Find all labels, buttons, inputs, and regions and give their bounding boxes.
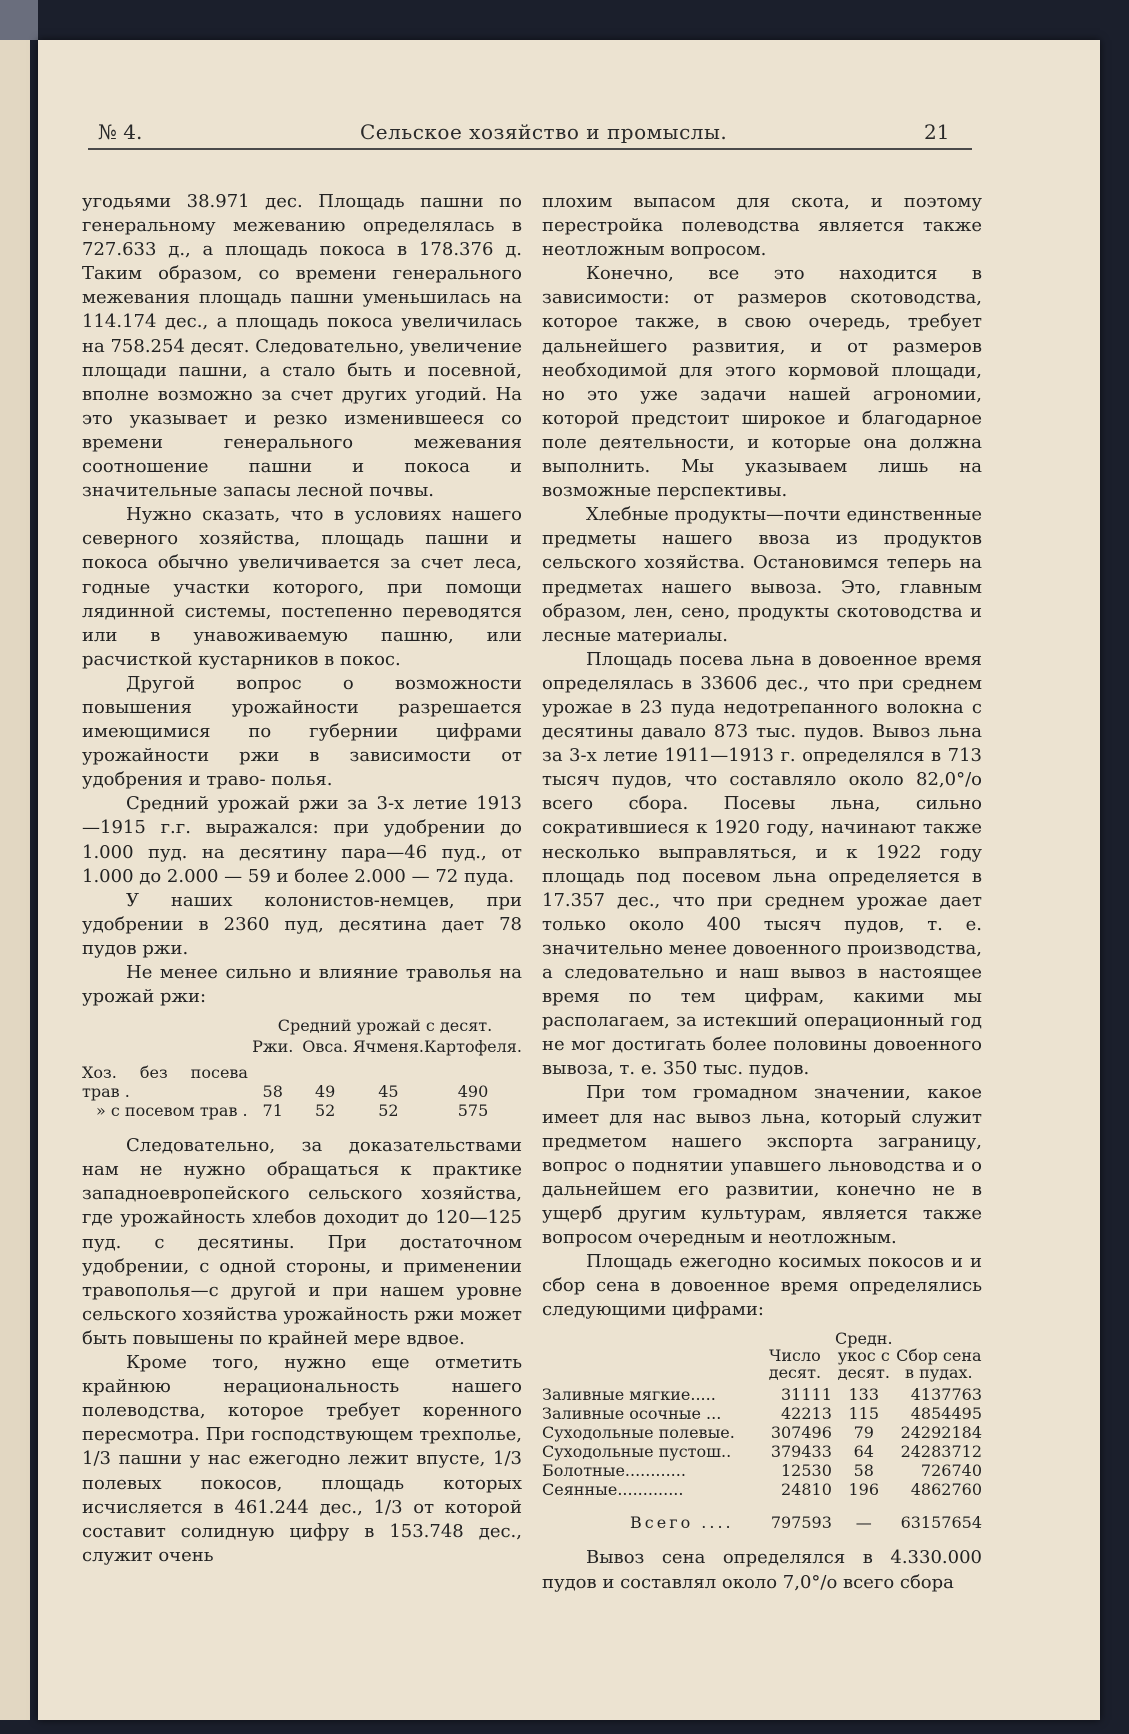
paragraph: Кроме того, нужно еще отметить крайнюю нерациональность нашего полеводства, которое требует коренного пересмотра. При господствующем трехполье, 1/3 пашни у нас ежегодно лежит впусте, 1/3 полевых покосов, площадь которых исчисляется в 461.244 дес., 1/3 от которой составит солидную цифру в 153.748 дес., служит очень [82,1352,522,1566]
cell: 115 [848,1404,880,1424]
right-column [542,190,982,1595]
table-row [82,1055,522,1101]
hay-table [542,1330,982,1532]
row-label: Заливные мягкие..... [542,1385,716,1405]
cell: 52 [378,1101,399,1121]
cell: 4862760 [910,1480,982,1500]
column-header: Сбор сена в пудах. [896,1346,982,1383]
table-caption: Средний урожай с десят. [277,1016,493,1036]
cell: 42213 [780,1404,832,1424]
cell: — [855,1513,872,1533]
rye-yield-table [82,1017,522,1120]
table-row [542,1381,982,1404]
cell: 52 [314,1101,336,1121]
cell: 575 [457,1101,489,1121]
paragraph: Вывоз сена определялся в 4.330.000 пудов и составлял около 7,0°/о всего сбора [542,1547,982,1593]
column-header: Средн. укос с десят. [834,1329,893,1383]
cell: 24283712 [900,1442,982,1462]
cell: 4137763 [910,1385,982,1405]
cell: 24292184 [900,1423,982,1443]
paragraph: Площадь посева льна в довоенное время определялась в 33606 дес., что при среднем урожае в 23 пуда недотрепанного волокна с десятины давало 873 тыс. пудов. Вывоз льна за 3-х летие 1911—1913 г. определялся в 713 тысяч пудов, что составляло около 82,0°/о всего сбора. Посевы льна, сильно сократившиеся к 1920 году, начинают также несколько выправляться, и к 1922 году площадь под посевом льна определяется в 17.357 дес., что при среднем урожае дает только около 400 тысяч пудов, т. е. значительно менее довоенного производства, а следовательно и наш вывоз в настоящее время по тем цифрам, какими мы располагаем, за истекший операционный год не мог достигать более половины довоенного вывоза, т. е. 350 тыс. пудов. [542,648,982,1080]
cell: 24810 [780,1480,832,1500]
column-header: Овса. [302,1037,348,1057]
paragraph: Нужно сказать, что в условиях нашего северного хозяйства, площадь пашни и покоса обычно увеличивается за счет леса, годные участки которого, при помощи лядинной системы, постепенно переводятся или в унавоживаемую пашню, или расчисткой кустарников в покос. [82,504,522,670]
cell: 45 [378,1082,399,1102]
paragraph: Конечно, все это находится в зависимости: от размеров скотоводства, которое также, в свою очередь, требует дальнейшего развития, и от размеров необходимой для этого кормовой площади, но это уже задачи нашей агрономии, которой предстоит широкое и благодарное поле деятельности, и которые она должна выполнить. Мы указываем лишь на возможные перспективы. [542,263,982,502]
paragraph: угодьями 38.971 дес. Площадь пашни по генеральному межеванию определялась в 727.633 д., а площадь покоса в 178.376 д. Таким образом, со времени генерального межевания площадь пашни уменьшилась на 114.174 дес., а площадь покоса увеличилась на 758.254 десят. Следовательно, увеличение площади пашни, а стало быть и посевной, вполне возможно за счет других угодий. На это указывает и резко изменившееся со времени генерального межевания соотношение пашни и покоса и значительные запасы лесной почвы. [82,191,522,502]
table-row [82,1101,522,1120]
row-label: Хоз. без посева трав . [82,1063,248,1102]
cell: 71 [262,1101,283,1121]
cell: 12530 [780,1461,832,1481]
cell: 31111 [780,1385,832,1405]
paragraph: Средний урожай ржи за 3-х летие 1913—1915 г.г. выражался: при удобрении до 1.000 пуд. на десятину пара—46 пуд., от 1.000 до 2.000 — 59 и более 2.000 — 72 пуда. [82,793,522,887]
table-total-row [542,1499,982,1532]
cell: 79 [853,1423,874,1443]
cell: 64 [853,1442,874,1462]
column-header: Картофеля. [424,1037,522,1057]
paragraph: Следовательно, за доказательствами нам не нужно обращаться к практике западноевропейского сельского хозяйства, где урожайность хлебов доходит до 120—125 пуд. с десятины. При достаточном удобрении, с одной стороны, и применении травополья—с другой и при нашем уровне сельского хозяйства урожайность ржи может быть повышены по крайней мере вдвое. [82,1135,522,1349]
cell: 797593 [770,1513,832,1533]
paragraph: Не менее сильно и влияние траволья на урожай ржи: [82,962,522,1008]
paragraph: У наших колонистов-немцев, при удобрении в 2360 пуд, десятина дает 78 пудов ржи. [82,889,522,959]
left-column [82,190,522,1568]
column-header: Ячменя. [352,1037,424,1057]
row-label: Суходольные пустош.. [542,1442,732,1462]
row-label: » с посевом трав . [96,1101,248,1121]
cell: 196 [848,1480,880,1500]
paragraph: Площадь ежегодно косимых покосов и и сбор сена в довоенное время определялись следующими цифрами: [542,1251,982,1321]
paragraph: При том громадном значении, какое имеет для нас вывоз льна, который служит предметом нашего экспорта заграницу, вопрос о поднятии упавшего льноводства и о дальнейшем его развитии, конечно не в ущерб другим культурам, является также вопросом очередным и неотложным. [542,1082,982,1249]
cell: 58 [262,1082,283,1102]
binding-edge [0,0,38,40]
cell: 58 [853,1461,874,1481]
issue-number: № 4. [98,120,143,144]
cell: 726740 [920,1461,982,1481]
table-row [542,1404,982,1423]
paragraph: плохим выпасом для скота, и поэтому перестройка полеводства является также неотложным вопросом. [542,191,982,261]
table-row [542,1480,982,1499]
row-label: Сеянные............. [542,1480,684,1500]
table-row [542,1461,982,1480]
cell: 49 [314,1082,336,1102]
cell: 4854495 [910,1404,982,1424]
row-label: Болотные............ [542,1461,686,1481]
column-header: Число десят. [768,1346,822,1383]
row-label: Суходольные полевые. [542,1423,735,1443]
previous-page-edge [0,40,30,1720]
paragraph: Хлебные продукты—почти единственные предметы нашего ввоза из продуктов сельского хозяйства. Остановимся теперь на предметах нашего вывоза. Это, главным образом, лен, сено, продукты скотоводства и лесные материалы. [542,504,982,646]
cell: 307496 [770,1423,832,1443]
page-number: 21 [924,120,950,144]
row-label: Всего .... [630,1513,734,1533]
running-title: Сельское хозяйство и промыслы. [360,120,728,144]
header-rule [88,148,972,150]
cell: 490 [457,1082,489,1102]
paragraph: Другой вопрос о возможности повышения урожайности разрешается имеющимися по губернии цифрами урожайности ржи в зависимости от удобрения и траво- полья. [82,672,522,791]
row-label: Заливные осочные ... [542,1404,722,1424]
table-row [542,1442,982,1461]
column-header: Ржи. [252,1037,294,1057]
cell: 133 [848,1385,880,1405]
cell: 379433 [770,1442,832,1462]
cell: 63157654 [900,1513,982,1533]
table-row [542,1423,982,1442]
